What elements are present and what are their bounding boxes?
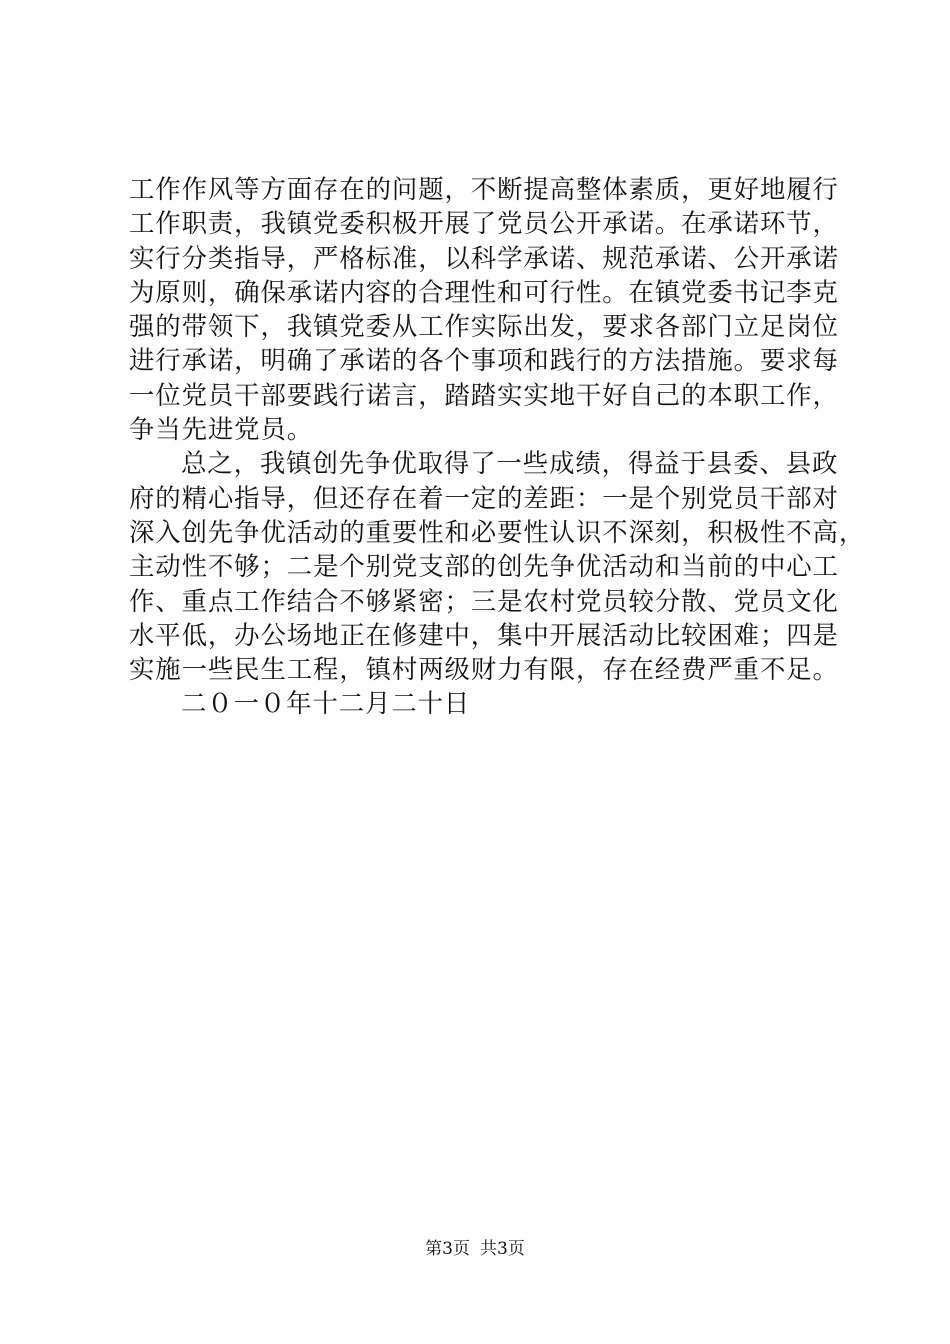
paragraph-1-line-6: 进行承诺，明确了承诺的各个事项和践行的方法措施。要求每 [129,345,839,376]
paragraph-2-line-1: 总之，我镇创先争优取得了一些成绩，得益于县委、县政 [181,448,839,479]
paragraph-1-line-8: 争当先进党员。 [129,414,314,445]
paragraph-2-line-7: 实施一些民生工程，镇村两级财力有限，存在经费严重不足。 [129,654,839,685]
paragraph-2-line-4: 主动性不够；二是个别党支部的创先争优活动和当前的中心工 [129,551,839,582]
paragraph-2-line-3: 深入创先争优活动的重要性和必要性认识不深刻，积极性不高， [129,516,866,547]
paragraph-1-line-2: 工作职责，我镇党委积极开展了党员公开承诺。在承诺环节， [129,208,839,239]
page-number-total: 共3页 [480,1239,525,1259]
paragraph-1-line-7: 一位党员干部要践行诺言，踏踏实实地干好自己的本职工作， [129,379,839,410]
page-footer [0,1238,950,1260]
paragraph-2-line-5: 作、重点工作结合不够紧密；三是农村党员较分散、党员文化 [129,585,839,616]
paragraph-1-line-5: 强的带领下，我镇党委从工作实际出发，要求各部门立足岗位 [129,311,839,342]
paragraph-2-line-6: 水平低，办公场地正在修建中，集中开展活动比较困难；四是 [129,619,839,650]
paragraph-1-line-4: 为原则，确保承诺内容的合理性和可行性。在镇党委书记李克 [129,276,839,307]
date-line: 二０一０年十二月二十日 [181,688,471,719]
page-number-current: 第3页 [425,1239,470,1259]
document-body [129,172,866,721]
paragraph-2-line-2: 府的精心指导，但还存在着一定的差距：一是个别党员干部对 [129,482,839,513]
paragraph-1-line-3: 实行分类指导，严格标准，以科学承诺、规范承诺、公开承诺 [129,242,839,273]
paragraph-1-line-1: 工作作风等方面存在的问题，不断提高整体素质，更好地履行 [129,174,839,204]
